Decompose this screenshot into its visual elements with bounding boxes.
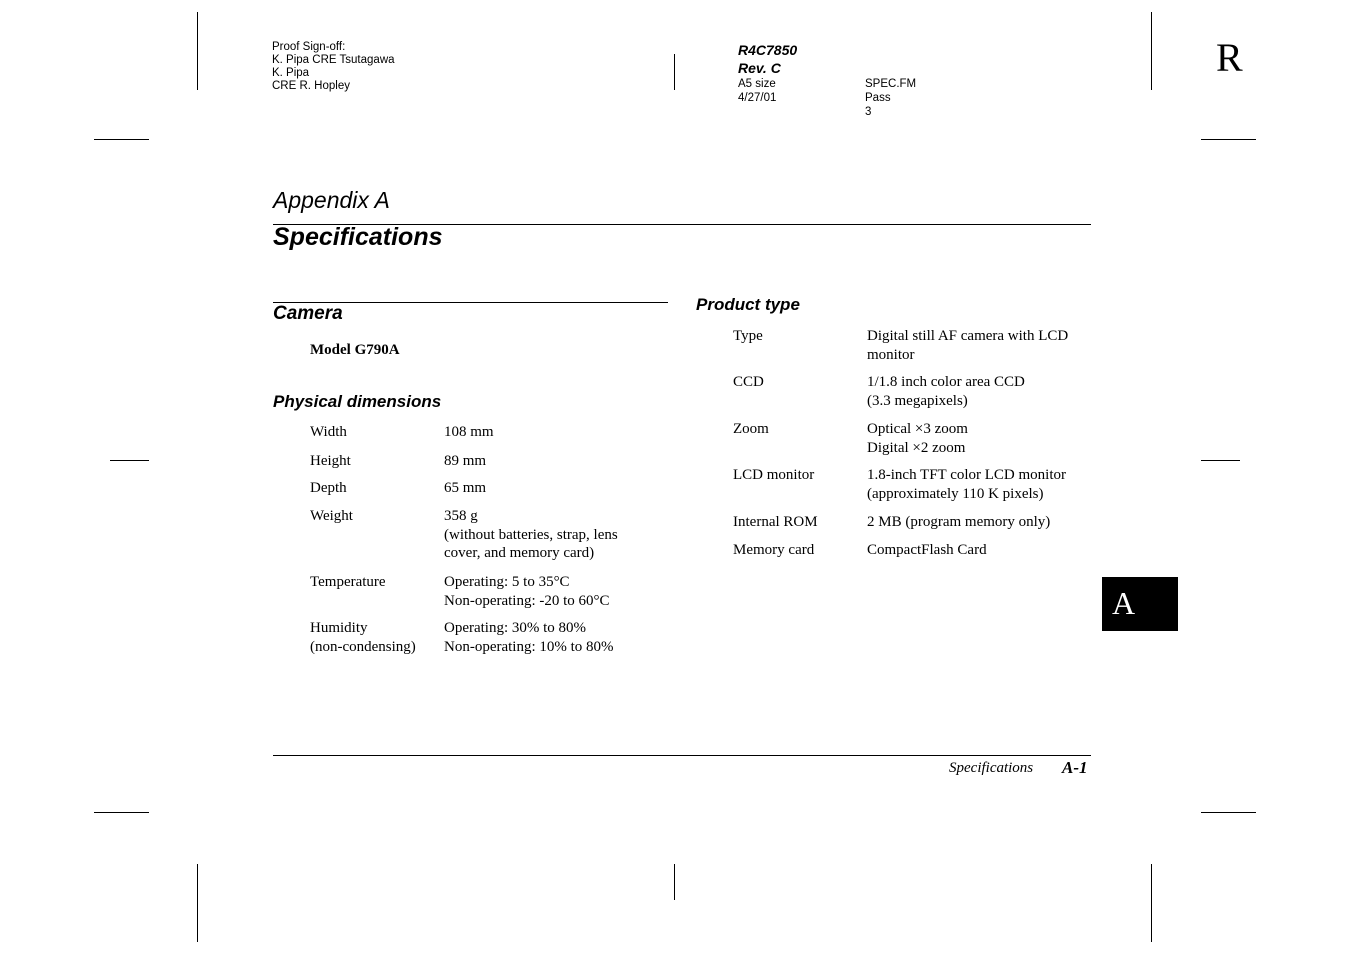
spec-key [310,619,416,656]
crop-mark [94,812,149,813]
spec-value-line: Optical ×3 zoom [867,421,968,437]
spec-value-line: Non-operating: 10% to 80% [444,638,614,655]
spec-value [444,573,610,610]
spec-value-line: Operating: 5 to 35°C [444,574,570,590]
section-heading-product: Product type [696,295,800,314]
proof-line: CRE R. Hopley [272,80,350,92]
spec-value-line: (approximately 110 K pixels) [867,485,1044,502]
spec-value-line: 358 g [444,508,478,524]
page-size: A5 size [738,78,776,90]
proof-signoff [272,41,395,93]
doc-code: R4C7850 [738,42,798,58]
section-tab-letter: A [1112,585,1136,621]
spec-value: CompactFlash Card [867,542,987,558]
spec-value-line: Non-operating: -20 to 60°C [444,592,610,609]
proof-line: K. Pipa [272,67,310,79]
spec-value [867,420,968,457]
spec-key: Weight [310,508,353,524]
revision-block [738,41,917,118]
crop-mark [674,54,675,90]
spec-key-line: (non-condensing) [310,638,416,655]
spec-value [444,619,614,656]
spec-value: 89 mm [444,453,487,469]
file-name: SPEC.FM [865,78,917,90]
spec-key: Zoom [733,421,769,437]
spec-key: Memory card [733,542,815,558]
crop-mark [1201,139,1256,140]
section-heading-camera: Camera [273,303,343,324]
spec-value: 65 mm [444,480,487,496]
spec-key: Type [733,328,763,344]
spec-value-line: Digital ×2 zoom [867,439,966,456]
spec-value [867,327,1068,364]
spec-value [867,373,1025,410]
spec-value [867,466,1066,503]
footer-section-label: Specifications [949,760,1034,776]
spec-key-line: Humidity [310,620,368,636]
spec-value: 108 mm [444,424,494,440]
crop-mark [1151,864,1152,942]
spec-key: Depth [310,480,347,496]
spec-value: 2 MB (program memory only) [867,514,1051,530]
crop-mark [1201,460,1240,461]
pass-number: Pass 3 [865,92,891,118]
spec-value-line: (without batteries, strap, lens [444,526,618,543]
proof-line: Proof Sign-off: [272,41,346,53]
spec-key: Internal ROM [733,514,818,530]
spec-key: Width [310,424,347,440]
crop-mark [94,139,149,140]
page-title: Specifications [273,223,443,251]
section-tab [1102,577,1178,631]
appendix-label: Appendix A [273,187,390,213]
model-name: Model G790A [310,342,400,358]
spec-value-line: Operating: 30% to 80% [444,620,587,636]
crop-mark [1201,812,1256,813]
crop-mark [197,864,198,942]
spec-key: CCD [733,374,764,390]
crop-mark [674,864,675,900]
proof-line: K. Pipa CRE Tsutagawa [272,54,395,66]
spec-value-line: Digital still AF camera with LCD [867,328,1069,344]
crop-mark [1151,12,1152,90]
spec-key: Height [310,453,351,469]
spec-value [444,507,618,563]
footer-divider [273,755,1091,756]
spec-value-line: monitor [867,346,915,363]
section-heading-physical: Physical dimensions [273,392,442,411]
rev-date: 4/27/01 [738,92,777,104]
doc-revision: Rev. C [738,60,781,76]
spec-key: LCD monitor [733,467,815,483]
r-mark: R [1216,35,1243,80]
spec-value-line: 1/1.8 inch color area CCD [867,374,1025,390]
spec-value-line: (3.3 megapixels) [867,392,968,409]
spec-key: Temperature [310,574,386,590]
crop-mark [197,12,198,90]
page-number: A-1 [1062,758,1088,777]
spec-value-line: cover, and memory card) [444,545,595,561]
spec-value-line: 1.8-inch TFT color LCD monitor [867,467,1067,483]
crop-mark [110,460,149,461]
